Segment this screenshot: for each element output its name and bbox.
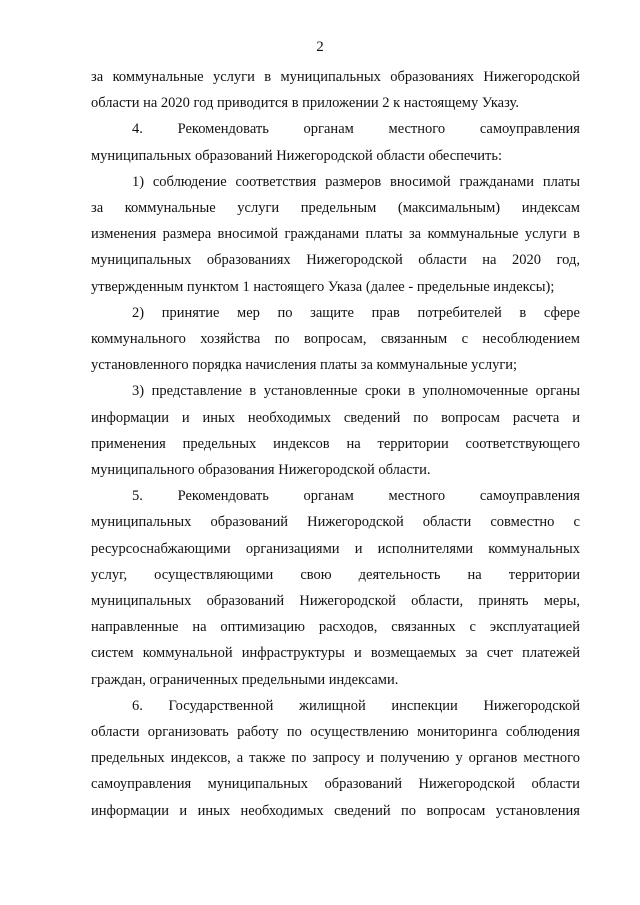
text-line [91,147,580,165]
line-word: в [249,383,257,400]
line-word: образованиях [390,69,475,85]
line-word: осуществлению [310,724,409,740]
line-word: в [408,383,416,400]
line-word: жилищной [299,697,366,714]
line-word: необходимых [240,802,324,819]
line-word: за [408,226,422,243]
line-word: индексам [521,200,580,216]
line-word: услуги [212,69,255,85]
text-line [91,278,580,296]
line-word: представление [151,383,242,400]
line-word: вносимой [390,173,451,190]
line-word: счет [486,645,513,662]
line-word: у [455,750,463,767]
line-word: на [467,566,482,583]
text-line [132,304,580,322]
line-word: иных [202,409,235,426]
line-word: 5. [132,488,143,505]
line-word: муниципальных [280,69,381,85]
line-word: на [482,252,497,269]
line-word: по [286,724,302,740]
text-line [91,199,580,217]
line-word: свою [300,566,332,583]
line-word: по [277,304,293,321]
line-word: за [465,645,478,662]
line-word: Нижегородской [299,593,396,609]
line-word: расходов, [318,619,378,636]
line-word: по [401,802,417,819]
line-word: инфраструктуры [241,645,345,662]
line-word: деятельность [358,566,441,583]
line-word: исполнителями [377,540,474,557]
line-text: муниципального образования Нижегородской области. [91,462,431,478]
line-word: территории [377,435,449,452]
text-line [91,802,580,820]
line-word: установленные [263,383,358,400]
line-word: несоблюдением [482,331,580,347]
line-word: по [291,750,307,767]
line-word: сроки [364,383,401,400]
line-word: установления [495,802,580,819]
line-word: получению [380,750,450,767]
line-word: Нижегородской [307,514,404,531]
line-word: территории [508,566,580,583]
line-word: возмещаемых [370,645,457,662]
line-word: эксплуатацией [489,619,580,636]
text-line [91,592,580,610]
text-line [91,225,580,243]
line-word: соответствующего [465,435,580,452]
line-word: образований [324,776,403,793]
line-word: с [469,619,476,636]
line-word: предельных [91,750,165,767]
line-word: коммунальной [142,645,233,662]
line-word: органов [468,750,518,767]
line-word: сфере [543,304,580,321]
line-word: хозяйства [200,331,261,347]
line-word: гражданами [459,173,535,190]
line-word: местного [388,121,446,138]
text-line [91,68,580,86]
line-word: информации [91,409,169,426]
line-word: коммунальные [124,200,216,216]
line-word: по [413,409,429,426]
line-word: самоуправления [479,121,580,138]
line-word: осуществляющими [154,566,274,583]
text-line [91,671,580,689]
text-line [91,435,580,453]
text-line [132,697,580,715]
text-line [91,749,580,767]
line-word: области, [411,593,464,609]
line-word: образований [206,593,285,609]
line-word: в [264,69,272,85]
line-word: на [192,619,207,636]
text-line [91,94,580,112]
text-line [91,356,580,374]
line-word: организациями [245,540,340,557]
line-word: Нижегородской [483,69,580,85]
line-word: 6. [132,697,143,714]
text-line [91,540,580,558]
text-line [91,461,580,479]
line-word: оптимизацию [220,619,305,636]
line-word: также [249,750,286,767]
line-word: области [422,514,472,531]
line-word: и [354,540,363,557]
line-word: связанных [391,619,456,636]
line-word: применения [91,435,166,452]
line-text: установленного порядка начисления платы за коммунальные услуги; [91,357,518,374]
line-word: а [236,750,244,767]
line-word: образований [210,514,289,531]
line-word: и [181,409,190,426]
line-word: по [274,331,290,347]
line-word: запросу [312,750,361,767]
line-word: индексов, [170,750,231,767]
line-word: с [573,514,580,531]
line-word: принятие [161,304,220,321]
line-word: местного [388,488,446,505]
line-word: органам [303,488,354,505]
line-word: услуги [524,226,567,243]
line-word: индексов [273,435,330,452]
text-line [91,409,580,427]
line-word: уполномоченные [422,383,529,400]
line-word: услуги [237,200,280,216]
line-word: Рекомендовать [177,488,269,505]
line-word: платы [365,226,403,243]
line-word: и [179,802,188,819]
line-word: органы [535,383,580,400]
line-word: в [573,226,580,243]
line-word: области [91,724,140,740]
line-word: муниципальных [91,252,192,269]
line-word: области [418,252,467,269]
text-line [91,775,580,793]
line-word: (максимальным) [397,200,501,216]
text-line [132,173,580,191]
line-word: коммунальных [488,540,580,557]
line-word: самоуправления [479,488,580,505]
line-word: принять [478,593,529,609]
line-word: 2) [132,304,145,321]
line-word: мониторинга [417,724,498,740]
line-word: услуг, [91,566,128,583]
line-word: прав [371,304,400,321]
text-line [91,251,580,269]
line-word: коммунальные [112,69,204,85]
text-line [132,382,580,400]
line-text: области на 2020 год приводится в приложении 2 к настоящему Указу. [91,95,519,112]
text-line [91,618,580,636]
line-word: в [519,304,527,321]
line-word: 3) [132,383,145,400]
line-word: гражданами [284,226,360,243]
line-word: муниципальных [207,776,308,793]
line-text: граждан, ограниченных предельными индексами. [91,671,399,688]
line-word: на [346,435,361,452]
line-word: 2020 [512,252,542,269]
line-word: информации [91,802,169,819]
line-word: защите [310,304,354,321]
line-word: соблюдение [152,173,227,190]
page-number: 2 [316,39,324,55]
line-word: инспекции [391,697,458,714]
line-word: Нижегородской [483,697,580,714]
line-word: и [354,645,362,662]
line-text: утвержденным пунктом 1 настоящего Указа (далее - предельные индексы); [91,278,555,295]
line-word: и [366,750,375,767]
line-word: сведений [334,802,391,819]
line-word: самоуправления [91,776,192,793]
line-word: вопросам [441,409,500,426]
line-word: Государственной [168,697,274,714]
line-word: связанным [380,331,448,347]
line-word: работу [237,724,279,740]
line-word: потребителей [417,304,502,321]
line-word: муниципальных [91,593,192,609]
line-word: изменения [91,226,157,243]
line-word: за [91,200,104,216]
line-word: платежей [522,645,580,662]
line-word: вносимой [217,226,279,243]
line-word: систем [91,645,134,662]
line-word: образованиях [206,252,291,269]
line-text: муниципальных образований Нижегородской области обеспечить: [91,147,503,164]
line-word: расчета [512,409,560,426]
line-word: за [91,69,104,85]
line-word: Нижегородской [306,252,403,269]
line-word: соответствия [235,173,317,190]
line-word: вопросам, [304,331,367,347]
text-line [132,120,580,138]
line-word: 4. [132,121,143,138]
line-word: коммунальные [427,226,519,243]
text-line [91,644,580,662]
line-word: области [531,776,580,793]
line-word: необходимых [247,409,331,426]
line-word: меры, [543,593,580,609]
line-word: и [572,409,580,426]
line-word: платы [542,173,580,190]
line-word: предельных [182,435,257,452]
text-line [91,513,580,531]
line-word: иных [197,802,231,819]
line-word: мер [237,304,260,321]
text-line [91,566,580,584]
text-line [91,723,580,741]
line-word: год, [556,252,580,269]
line-word: предельным [300,200,377,216]
line-word: с [461,331,469,347]
line-word: организовать [147,724,229,740]
line-word: направленные [91,619,179,636]
line-word: Рекомендовать [177,121,269,138]
text-line [91,330,580,348]
line-word: размера [162,226,212,243]
text-line [132,487,580,505]
line-word: вопросам [426,802,486,819]
line-word: сведений [343,409,401,426]
line-word: ресурсоснабжающими [91,540,231,557]
line-word: органам [303,121,354,138]
line-word: 1) [132,173,145,190]
line-word: соблюдения [505,724,580,740]
line-word: муниципальных [91,514,192,531]
line-word: размеров [325,173,382,190]
line-word: местного [523,750,580,767]
line-word: совместно [490,514,555,531]
line-word: коммунального [91,331,186,347]
line-word: Нижегородской [418,776,516,793]
